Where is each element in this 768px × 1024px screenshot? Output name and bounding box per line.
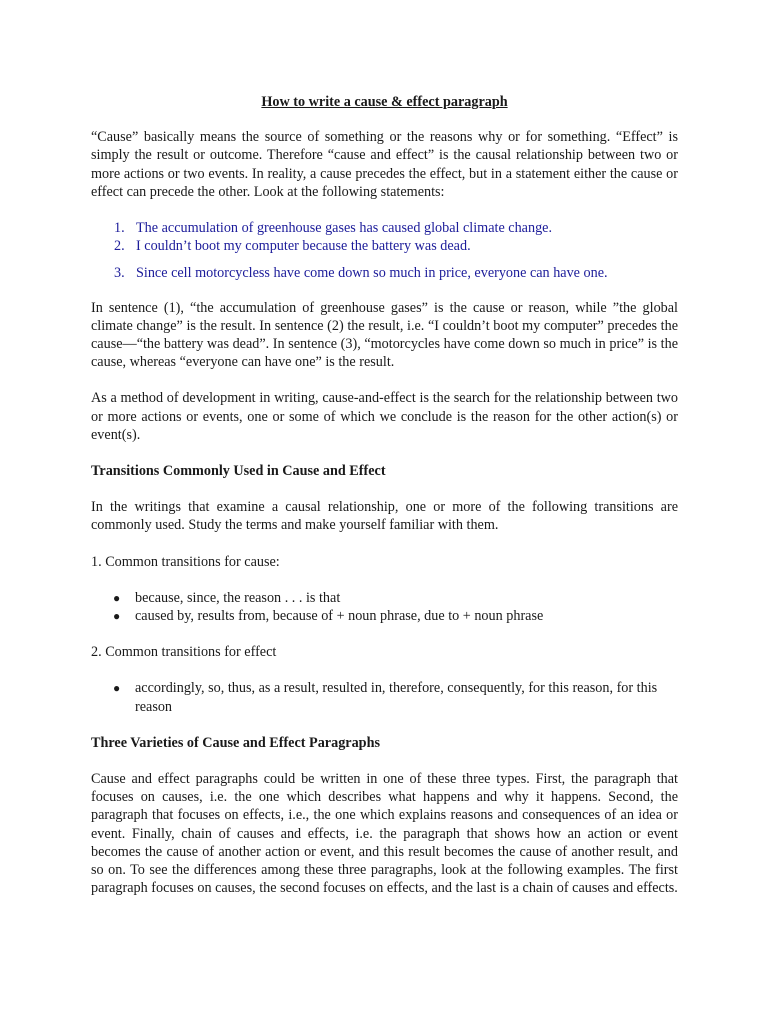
method-paragraph: As a method of development in writing, cause-and-effect is the search for the relationship between two or more actions or events, one or some of which we conclude is the reason for the other action(s) or event(s). [91,390,678,443]
bullet-icon: ● [113,590,121,605]
varieties-paragraph: Cause and effect paragraphs could be written in one of these three types. First, the paragraph that focuses on causes, i.e. the one which describes what happens and why it happens. Second, the paragraph that focuses on effects, i.e., the one which explains reasons and consequences of an idea or event. Finally, chain of causes and effects, i.e. the paragraph that shows how an action or event becomes the cause of another action or event, and this result becomes the cause of another result, and so on. To see the differences among these three paragraphs, look at the following examples. The first paragraph focuses on causes, the second focuses on effects, and the last is a chain of causes and effects. [91,771,678,897]
cause-transitions-heading: 1. Common transitions for cause: [91,553,280,570]
list-item [91,589,678,607]
list-item-text: The accumulation of greenhouse gases has caused global climate change. [136,220,553,237]
effect-transitions-heading: 2. Common transitions for effect [91,644,277,661]
transitions-heading: Transitions Commonly Used in Cause and Effect [91,463,386,480]
cause-transitions-list [91,589,678,625]
effect-transitions-list [91,679,678,715]
list-number: 1. [114,220,125,237]
intro-paragraph: “Cause” basically means the source of something or the reasons why or for something. “Effect” is simply the result or outcome. Therefore “cause and effect” is the causal relationship between two or more actions or two events. In reality, a cause precedes the effect, but in a statement either the cause or effect can precede the other. Look at the following statements: [91,129,678,200]
bullet-icon: ● [113,609,121,624]
list-item-text: I couldn’t boot my computer because the battery was dead. [136,238,471,255]
list-item [91,607,678,625]
varieties-heading: Three Varieties of Cause and Effect Paragraphs [91,734,380,751]
list-item-text: Since cell motorcycless have come down so much in price, everyone can have one. [136,265,608,282]
explanation-paragraph: In sentence (1), “the accumulation of greenhouse gases” is the cause or reason, while ”the global climate change” is the result. In sentence (2) the result, i.e. “I couldn’t boot my computer” precedes the cause—“the battery was dead”. In sentence (3), “motorcycles have come down so much in price” is the cause, whereas “everyone can have one” is the result. [91,299,678,371]
list-item [91,264,678,282]
bullet-icon: ● [113,681,121,696]
list-item-text: caused by, results from, because of + noun phrase, due to + noun phrase [135,608,544,625]
list-item [91,219,678,237]
list-item-text: because, since, the reason . . . is that [135,589,341,606]
list-item [91,679,678,715]
list-item-text: accordingly, so, thus, as a result, resulted in, therefore, consequently, for this reason, for this reason [135,680,658,715]
list-item [91,237,678,255]
list-number: 2. [114,238,125,255]
statement-list [91,219,678,283]
page-title: How to write a cause & effect paragraph [261,94,508,110]
list-number: 3. [114,265,125,282]
transitions-intro-paragraph: In the writings that examine a causal relationship, one or more of the following transitions are commonly used. Study the terms and make yourself familiar with them. [91,499,678,534]
